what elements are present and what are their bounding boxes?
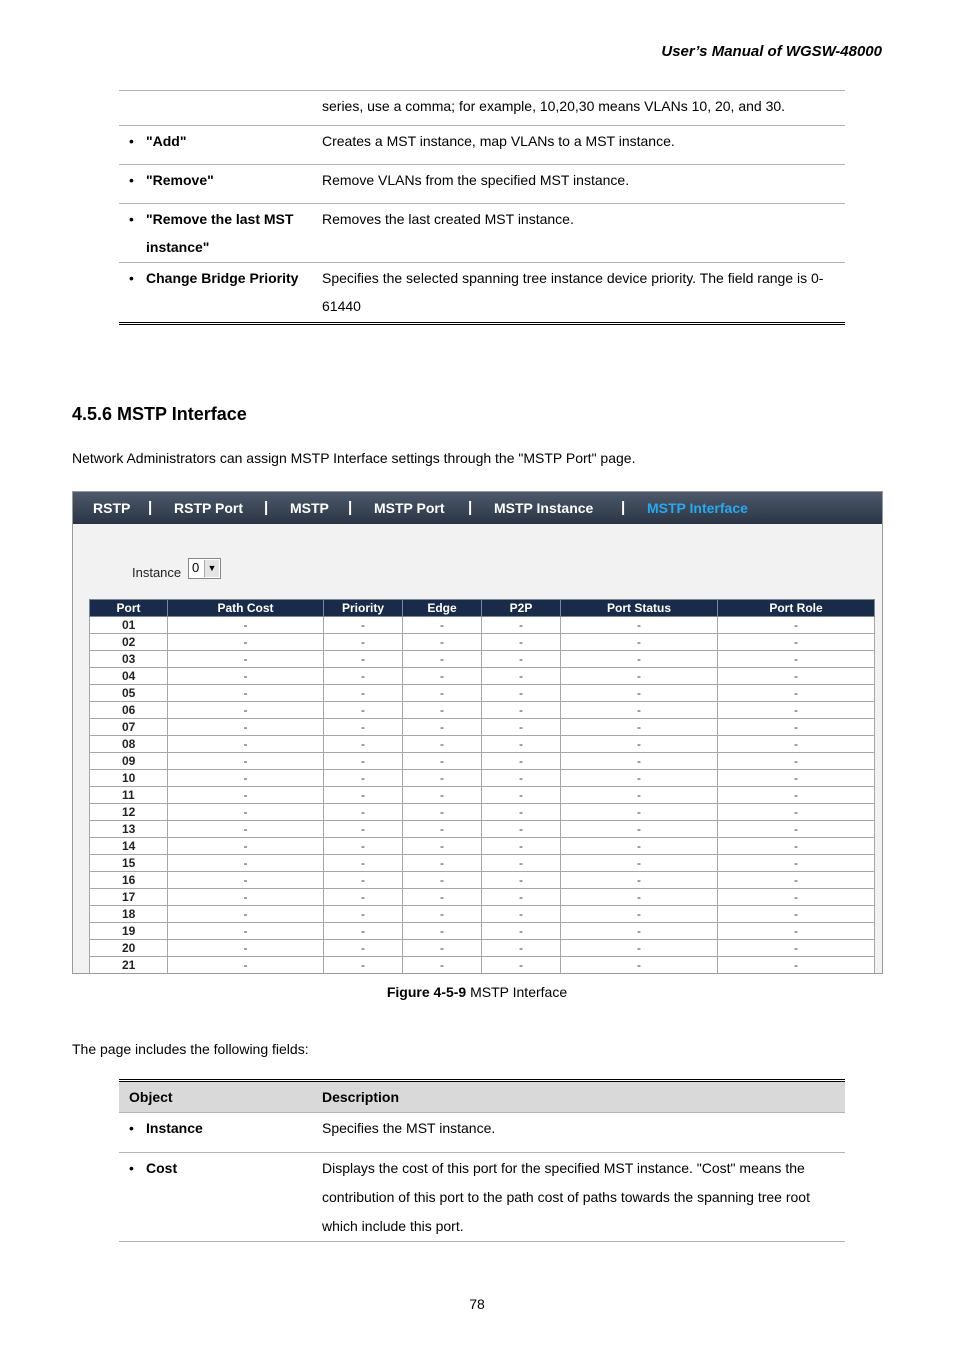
p2p-cell: - xyxy=(482,906,561,923)
object-cell: Change Bridge Priority xyxy=(146,270,299,286)
path-cost-cell: - xyxy=(168,719,324,736)
p2p-cell: - xyxy=(482,957,561,974)
port-role-cell: - xyxy=(718,787,875,804)
port-cell: 06 xyxy=(90,702,168,719)
table-row xyxy=(90,685,875,702)
p2p-cell: - xyxy=(482,702,561,719)
edge-cell: - xyxy=(403,957,482,974)
table-row xyxy=(90,651,875,668)
table-row xyxy=(90,940,875,957)
header-object: Object xyxy=(119,1081,322,1113)
fields-table xyxy=(119,1079,845,1242)
nav-rstp[interactable]: RSTP xyxy=(93,500,131,516)
port-cell: 01 xyxy=(90,617,168,634)
port-cell: 02 xyxy=(90,634,168,651)
port-role-cell: - xyxy=(718,770,875,787)
port-cell: 05 xyxy=(90,685,168,702)
table-row xyxy=(90,668,875,685)
table-row xyxy=(90,821,875,838)
port-role-cell: - xyxy=(718,872,875,889)
table-row xyxy=(90,770,875,787)
port-role-cell: - xyxy=(718,736,875,753)
edge-cell: - xyxy=(403,770,482,787)
table-row xyxy=(90,872,875,889)
nav-rstp-port[interactable]: RSTP Port xyxy=(174,500,243,516)
table-row xyxy=(119,204,845,263)
page-number: 78 xyxy=(469,1296,485,1312)
port-cell: 20 xyxy=(90,940,168,957)
priority-cell: - xyxy=(324,617,403,634)
edge-cell: - xyxy=(403,787,482,804)
nav-separator: | xyxy=(148,499,153,516)
table-row xyxy=(90,906,875,923)
nav-bar xyxy=(73,492,882,524)
p2p-cell: - xyxy=(482,753,561,770)
bullet-icon: • xyxy=(129,1120,134,1136)
edge-cell: - xyxy=(403,940,482,957)
port-role-cell: - xyxy=(718,651,875,668)
path-cost-cell: - xyxy=(168,804,324,821)
port-status-cell: - xyxy=(561,685,718,702)
col-edge: Edge xyxy=(403,600,482,617)
port-cell: 04 xyxy=(90,668,168,685)
port-cell: 13 xyxy=(90,821,168,838)
description-cell: Displays the cost of this port for the specified MST instance. "Cost" means the contribution of this port to the path cost of paths towards the spanning tree root which include this port. xyxy=(322,1160,810,1234)
path-cost-cell: - xyxy=(168,957,324,974)
nav-mstp-instance[interactable]: MSTP Instance xyxy=(494,500,594,516)
port-status-cell: - xyxy=(561,617,718,634)
table-row xyxy=(119,165,845,204)
nav-separator: | xyxy=(348,499,353,516)
priority-cell: - xyxy=(324,634,403,651)
path-cost-cell: - xyxy=(168,855,324,872)
nav-mstp-interface[interactable]: MSTP Interface xyxy=(647,500,748,516)
table-row xyxy=(90,634,875,651)
object-cell: "Remove" xyxy=(146,172,214,188)
col-p2p: P2P xyxy=(482,600,561,617)
port-status-cell: - xyxy=(561,923,718,940)
port-cell: 10 xyxy=(90,770,168,787)
edge-cell: - xyxy=(403,617,482,634)
p2p-cell: - xyxy=(482,770,561,787)
edge-cell: - xyxy=(403,668,482,685)
priority-cell: - xyxy=(324,940,403,957)
port-status-cell: - xyxy=(561,702,718,719)
path-cost-cell: - xyxy=(168,685,324,702)
table-row xyxy=(90,889,875,906)
edge-cell: - xyxy=(403,719,482,736)
path-cost-cell: - xyxy=(168,906,324,923)
port-status-cell: - xyxy=(561,668,718,685)
path-cost-cell: - xyxy=(168,651,324,668)
path-cost-cell: - xyxy=(168,872,324,889)
port-status-cell: - xyxy=(561,736,718,753)
table-row xyxy=(90,923,875,940)
path-cost-cell: - xyxy=(168,702,324,719)
port-cell: 17 xyxy=(90,889,168,906)
path-cost-cell: - xyxy=(168,940,324,957)
path-cost-cell: - xyxy=(168,838,324,855)
p2p-cell: - xyxy=(482,787,561,804)
object-cell: Instance xyxy=(146,1120,203,1136)
table-row xyxy=(90,719,875,736)
caption-text: MSTP Interface xyxy=(466,984,568,1000)
table-row xyxy=(90,617,875,634)
nav-separator: | xyxy=(264,499,269,516)
port-role-cell: - xyxy=(718,634,875,651)
priority-cell: - xyxy=(324,804,403,821)
chevron-down-icon[interactable]: ▼ xyxy=(204,560,219,577)
section-title: 4.5.6 MSTP Interface xyxy=(72,404,247,424)
nav-separator: | xyxy=(621,499,626,516)
edge-cell: - xyxy=(403,634,482,651)
p2p-cell: - xyxy=(482,940,561,957)
object-cell: "Add" xyxy=(146,133,187,149)
edge-cell: - xyxy=(403,872,482,889)
table-row xyxy=(90,957,875,974)
instance-select[interactable] xyxy=(188,558,221,579)
table-row xyxy=(90,787,875,804)
port-status-cell: - xyxy=(561,906,718,923)
path-cost-cell: - xyxy=(168,770,324,787)
header-description: Description xyxy=(322,1081,845,1113)
p2p-cell: - xyxy=(482,923,561,940)
p2p-cell: - xyxy=(482,838,561,855)
port-role-cell: - xyxy=(718,940,875,957)
table-row xyxy=(119,1113,845,1153)
priority-cell: - xyxy=(324,957,403,974)
priority-cell: - xyxy=(324,719,403,736)
port-table xyxy=(89,599,875,974)
table-header-row xyxy=(90,600,875,617)
port-role-cell: - xyxy=(718,821,875,838)
figure-caption xyxy=(0,984,954,1000)
top-fields-table xyxy=(119,90,845,325)
port-status-cell: - xyxy=(561,838,718,855)
table-header-row xyxy=(119,1081,845,1113)
manual-header: User’s Manual of WGSW-48000 xyxy=(661,43,882,60)
edge-cell: - xyxy=(403,804,482,821)
bullet-icon: • xyxy=(129,133,134,149)
path-cost-cell: - xyxy=(168,821,324,838)
p2p-cell: - xyxy=(482,821,561,838)
priority-cell: - xyxy=(324,753,403,770)
bullet-icon: • xyxy=(129,270,134,286)
nav-mstp-port[interactable]: MSTP Port xyxy=(374,500,445,516)
priority-cell: - xyxy=(324,770,403,787)
priority-cell: - xyxy=(324,787,403,804)
col-path-cost: Path Cost xyxy=(168,600,324,617)
port-cell: 11 xyxy=(90,787,168,804)
port-cell: 03 xyxy=(90,651,168,668)
port-role-cell: - xyxy=(718,957,875,974)
port-cell: 19 xyxy=(90,923,168,940)
port-cell: 07 xyxy=(90,719,168,736)
edge-cell: - xyxy=(403,753,482,770)
table-row xyxy=(90,702,875,719)
port-cell: 15 xyxy=(90,855,168,872)
caption-label: Figure 4-5-9 xyxy=(386,984,467,1000)
edge-cell: - xyxy=(403,685,482,702)
p2p-cell: - xyxy=(482,719,561,736)
port-role-cell: - xyxy=(718,838,875,855)
table-row xyxy=(119,263,845,324)
edge-cell: - xyxy=(403,855,482,872)
object-cell: "Remove the last MST instance" xyxy=(146,211,294,255)
port-status-cell: - xyxy=(561,787,718,804)
priority-cell: - xyxy=(324,838,403,855)
description-cell: Removes the last created MST instance. xyxy=(322,211,574,227)
port-cell: 18 xyxy=(90,906,168,923)
instance-value: 0 xyxy=(192,560,200,575)
priority-cell: - xyxy=(324,906,403,923)
port-role-cell: - xyxy=(718,668,875,685)
path-cost-cell: - xyxy=(168,634,324,651)
port-role-cell: - xyxy=(718,855,875,872)
port-status-cell: - xyxy=(561,804,718,821)
table-row xyxy=(119,1153,845,1242)
port-status-cell: - xyxy=(561,889,718,906)
port-status-cell: - xyxy=(561,957,718,974)
port-status-cell: - xyxy=(561,753,718,770)
port-cell: 12 xyxy=(90,804,168,821)
col-port: Port xyxy=(90,600,168,617)
port-status-cell: - xyxy=(561,872,718,889)
edge-cell: - xyxy=(403,906,482,923)
col-port-role: Port Role xyxy=(718,600,875,617)
description-cell: Creates a MST instance, map VLANs to a MST instance. xyxy=(322,133,675,149)
port-cell: 21 xyxy=(90,957,168,974)
port-status-cell: - xyxy=(561,940,718,957)
port-status-cell: - xyxy=(561,634,718,651)
p2p-cell: - xyxy=(482,668,561,685)
edge-cell: - xyxy=(403,821,482,838)
port-status-cell: - xyxy=(561,719,718,736)
nav-separator: | xyxy=(468,499,473,516)
object-cell xyxy=(129,91,322,97)
table-row xyxy=(90,838,875,855)
path-cost-cell: - xyxy=(168,736,324,753)
port-role-cell: - xyxy=(718,906,875,923)
path-cost-cell: - xyxy=(168,668,324,685)
edge-cell: - xyxy=(403,923,482,940)
bullet-icon: • xyxy=(129,1160,134,1176)
port-role-cell: - xyxy=(718,753,875,770)
port-cell: 09 xyxy=(90,753,168,770)
description-cell: Specifies the selected spanning tree instance device priority. The field range is 0-61440 xyxy=(322,270,824,314)
priority-cell: - xyxy=(324,872,403,889)
p2p-cell: - xyxy=(482,651,561,668)
port-status-cell: - xyxy=(561,651,718,668)
intro-text: Network Administrators can assign MSTP Interface settings through the "MSTP Port" page. xyxy=(72,450,636,466)
table-row xyxy=(119,91,845,126)
path-cost-cell: - xyxy=(168,787,324,804)
edge-cell: - xyxy=(403,889,482,906)
priority-cell: - xyxy=(324,821,403,838)
path-cost-cell: - xyxy=(168,617,324,634)
p2p-cell: - xyxy=(482,804,561,821)
port-status-cell: - xyxy=(561,855,718,872)
port-status-cell: - xyxy=(561,821,718,838)
p2p-cell: - xyxy=(482,685,561,702)
p2p-cell: - xyxy=(482,634,561,651)
priority-cell: - xyxy=(324,923,403,940)
priority-cell: - xyxy=(324,668,403,685)
object-cell: Cost xyxy=(146,1160,178,1176)
col-port-status: Port Status xyxy=(561,600,718,617)
p2p-cell: - xyxy=(482,855,561,872)
path-cost-cell: - xyxy=(168,753,324,770)
bullet-icon: • xyxy=(129,211,134,227)
path-cost-cell: - xyxy=(168,923,324,940)
table-row xyxy=(90,855,875,872)
edge-cell: - xyxy=(403,702,482,719)
table-row xyxy=(90,736,875,753)
port-role-cell: - xyxy=(718,702,875,719)
path-cost-cell: - xyxy=(168,889,324,906)
table-row xyxy=(119,126,845,165)
priority-cell: - xyxy=(324,685,403,702)
description-cell: Remove VLANs from the specified MST instance. xyxy=(322,172,630,188)
p2p-cell: - xyxy=(482,872,561,889)
port-role-cell: - xyxy=(718,923,875,940)
port-role-cell: - xyxy=(718,889,875,906)
edge-cell: - xyxy=(403,736,482,753)
nav-mstp[interactable]: MSTP xyxy=(290,500,329,516)
edge-cell: - xyxy=(403,838,482,855)
instance-label: Instance xyxy=(132,565,182,580)
priority-cell: - xyxy=(324,889,403,906)
edge-cell: - xyxy=(403,651,482,668)
table-row xyxy=(90,804,875,821)
p2p-cell: - xyxy=(482,617,561,634)
port-role-cell: - xyxy=(718,685,875,702)
priority-cell: - xyxy=(324,855,403,872)
p2p-cell: - xyxy=(482,889,561,906)
port-status-cell: - xyxy=(561,770,718,787)
col-priority: Priority xyxy=(324,600,403,617)
description-cell: series, use a comma; for example, 10,20,30 means VLANs 10, 20, and 30. xyxy=(322,98,786,114)
port-cell: 08 xyxy=(90,736,168,753)
priority-cell: - xyxy=(324,702,403,719)
port-cell: 16 xyxy=(90,872,168,889)
fields-intro: The page includes the following fields: xyxy=(72,1041,309,1057)
mstp-interface-screenshot xyxy=(72,491,883,974)
port-role-cell: - xyxy=(718,804,875,821)
priority-cell: - xyxy=(324,736,403,753)
table-row xyxy=(90,753,875,770)
bullet-icon: • xyxy=(129,172,134,188)
priority-cell: - xyxy=(324,651,403,668)
description-cell: Specifies the MST instance. xyxy=(322,1120,496,1136)
port-role-cell: - xyxy=(718,617,875,634)
p2p-cell: - xyxy=(482,736,561,753)
port-role-cell: - xyxy=(718,719,875,736)
port-cell: 14 xyxy=(90,838,168,855)
